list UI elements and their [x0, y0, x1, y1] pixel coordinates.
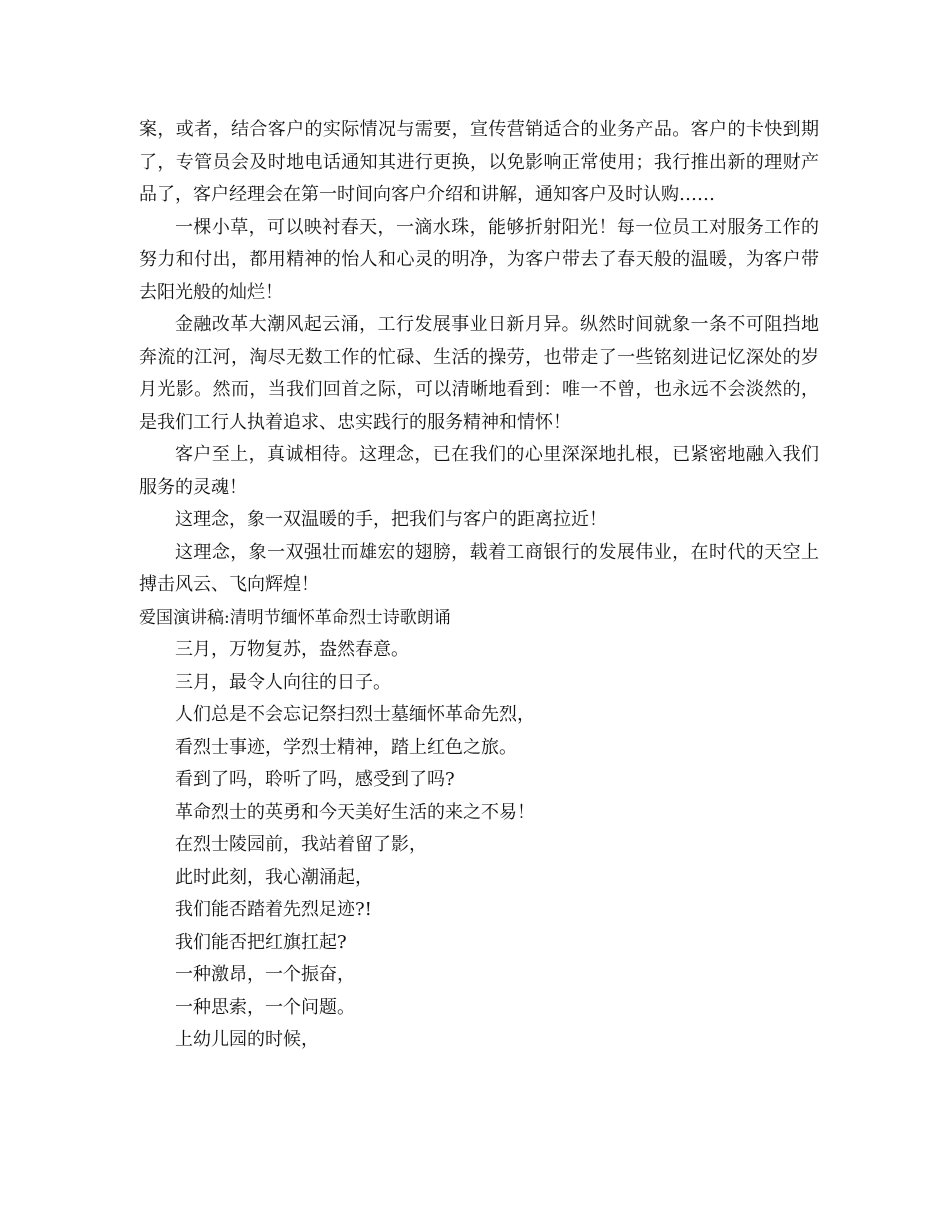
verse-line: 一种思索，一个问题。 — [175, 996, 355, 1018]
verse-line: 此时此刻，我心潮涌起， — [175, 866, 373, 888]
paragraph-continuation: 案，或者，结合客户的实际情况与需要，宣传营销适合的业务产品。客户的卡快到期了，专管员会及时地电话通知其进行更换，以免影响正常使用；我行推出新的理财产品了，客户经理会在第一时间向客户介绍和讲解，通知客户及时认购…… — [139, 119, 819, 205]
paragraph: 一棵小草，可以映衬春天，一滴水珠，能够折射阳光！每一位员工对服务工作的努力和付出，都用精神的怡人和心灵的明净，为客户带去了春天般的温暖，为客户带去阳光般的灿烂！ — [139, 216, 819, 303]
document-body — [139, 114, 819, 1057]
paragraph: 这理念，象一双强壮而雄宏的翅膀，载着工商银行的发展伟业，在时代的天空上搏击风云、飞向辉煌！ — [139, 541, 819, 595]
verse-line: 一种激昂，一个振奋， — [175, 964, 355, 985]
verse-line: 革命烈士的英勇和今天美好生活的来之不易！ — [175, 801, 535, 823]
paragraph: 这理念，象一双温暖的手，把我们与客户的距离拉近！ — [175, 509, 607, 530]
verse-line: 看到了吗，聆听了吗，感受到了吗? — [175, 769, 455, 790]
paragraph: 客户至上，真诚相待。这理念，已在我们的心里深深地扎根，已紧密地融入我们服务的灵魂！ — [139, 444, 819, 498]
section-title: 爱国演讲稿:清明节缅怀革命烈士诗歌朗诵 — [139, 607, 451, 628]
verse-line: 在烈士陵园前，我站着留了影， — [175, 834, 427, 855]
verse-line: 人们总是不会忘记祭扫烈士墓缅怀革命先烈， — [175, 704, 535, 725]
verse-line: 我们能否踏着先烈足迹?! — [175, 899, 372, 920]
verse-line: 我们能否把红旗扛起? — [175, 931, 347, 953]
verse-line: 上幼儿园的时候， — [175, 1029, 319, 1050]
verse-line: 三月，最令人向往的日子。 — [175, 671, 391, 693]
verse-line: 看烈士事迹，学烈士精神，踏上红色之旅。 — [175, 736, 517, 758]
paragraph: 金融改革大潮风起云涌，工行发展事业日新月异。纵然时间就象一条不可阻挡地奔流的江河，淘尽无数工作的忙碌、生活的操劳，也带走了一些铭刻进记忆深处的岁月光影。然而，当我们回首之际，可以清晰地看到：唯一不曾，也永远不会淡然的，是我们工行人执着追求、忠实践行的服务精神和情怀！ — [139, 314, 819, 433]
verse-line: 三月，万物复苏，盎然春意。 — [175, 639, 409, 660]
